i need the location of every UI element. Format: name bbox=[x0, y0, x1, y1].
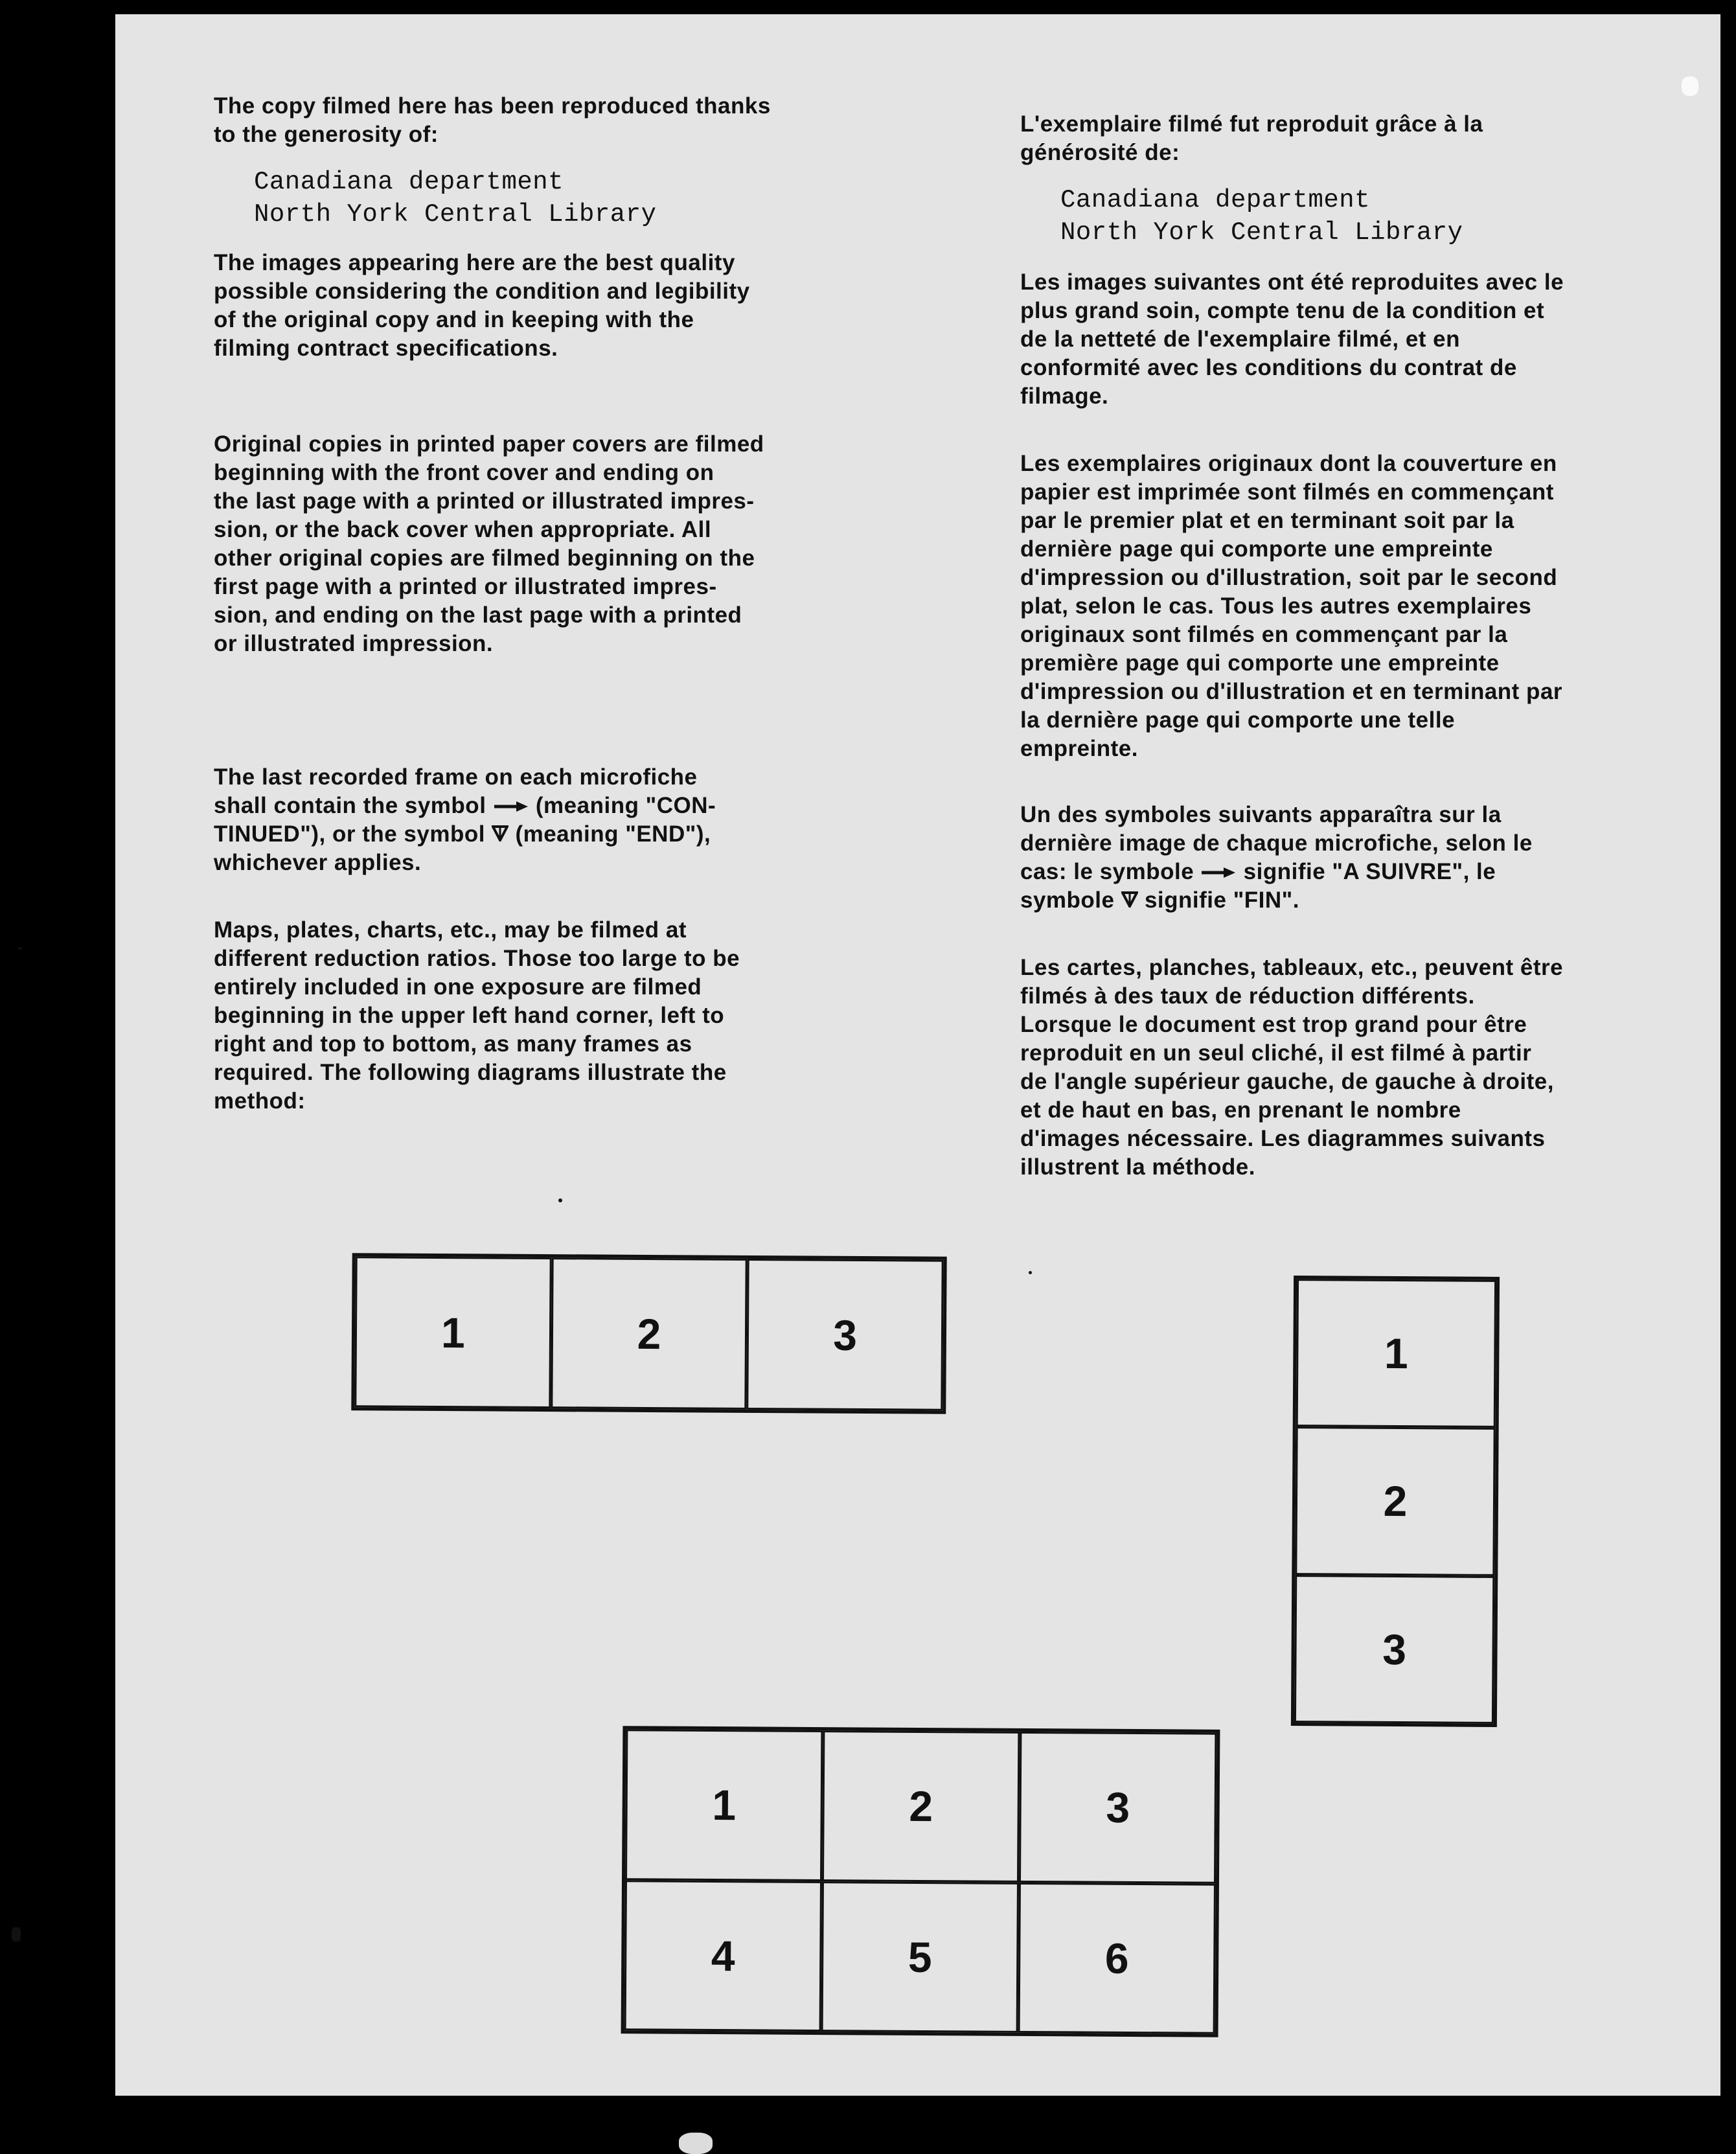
maps-paragraph: Maps, plates, charts, etc., may be filmed at different reduction ratios. Those too large to be entirely included in one exposure are filmed beginning in the upper left hand corner, left to right and top to bottom, as many frames as required. The following diagrams illustrate the method: bbox=[214, 917, 740, 1114]
symbol-text-b: signifie "A SUIVRE", le symbole bbox=[1020, 859, 1496, 913]
symbol-paragraph bbox=[214, 763, 881, 877]
end-triangle-icon bbox=[1121, 891, 1138, 908]
institution-department: Canadiana department bbox=[254, 168, 564, 196]
symbol-text-c: (meaning "END"), whichever applies. bbox=[214, 821, 711, 875]
frame-cell: 2 bbox=[822, 1730, 1020, 1882]
original-copies-paragraph: Les exemplaires originaux dont la couverture en papier est imprimée sont filmés en commençant par le premier plat et en terminant soit par la dernière page qui comporte une empreinte d'impression ou d'illustration, soit par le second plat, selon le cas. Tous les autres exemplaires originaux sont filmés en commençant par la première page qui comporte une empreinte d'impression ou d'illustration et en terminant par la dernière page qui comporte une telle empreinte. bbox=[1020, 451, 1563, 761]
symbol-text-b: (meaning "CON- TINUED"), or the symbol bbox=[214, 793, 716, 847]
frame-cell: 3 bbox=[1019, 1732, 1216, 1883]
quality-paragraph: The images appearing here are the best quality possible considering the condition and legibility of the original copy and in keeping with the filming contract specifications. bbox=[214, 250, 750, 361]
frame-cell: 2 bbox=[1295, 1426, 1495, 1575]
frame-cell: 2 bbox=[551, 1257, 748, 1410]
diagram-horizontal-three-frames bbox=[351, 1253, 946, 1414]
frame-cell: 3 bbox=[747, 1259, 944, 1411]
frame-cell: 1 bbox=[1296, 1279, 1496, 1428]
frame-cell: 1 bbox=[625, 1729, 823, 1881]
symbol-paragraph bbox=[1020, 801, 1668, 915]
intro-text: L'exemplaire filmé fut reproduit grâce à la générosité de: bbox=[1020, 111, 1483, 165]
continued-arrow-icon bbox=[1200, 866, 1237, 879]
institution-library: North York Central Library bbox=[254, 200, 657, 229]
symbol-text-a: The last recorded frame on each microfiche shall contain the symbol bbox=[214, 764, 698, 818]
frame-cell: 4 bbox=[624, 1880, 822, 2032]
frame-cell: 5 bbox=[821, 1881, 1019, 2033]
quality-paragraph: Les images suivantes ont été reproduites avec le plus grand soin, compte tenu de la condition et de la netteté de l'exemplaire filmé, et en conformité avec les conditions du contrat de filmage. bbox=[1020, 269, 1564, 409]
diagram-grid-six-frames bbox=[621, 1726, 1220, 2037]
end-triangle-icon bbox=[492, 825, 508, 842]
english-column bbox=[214, 92, 881, 1116]
continued-arrow-icon bbox=[493, 800, 529, 813]
scan-smudge bbox=[1682, 76, 1698, 96]
frame-cell: 3 bbox=[1294, 1575, 1494, 1724]
scan-smudge bbox=[679, 2133, 713, 2154]
institution-block bbox=[1020, 184, 1668, 249]
original-copies-paragraph: Original copies in printed paper covers are filmed beginning with the front cover and ending on the last page with a printed or illustrated impres- sion, or the back cover when appropriate. All other original copies are filmed beginning on the first page with a printed or illustrated impres- sion, and ending on the last page with a printed or illustrated impression. bbox=[214, 431, 764, 656]
scan-speck bbox=[12, 1927, 21, 1942]
symbol-text-a: Un des symboles suivants apparaîtra sur la dernière image de chaque microfiche, selon le cas: le symbole bbox=[1020, 802, 1533, 884]
institution-block bbox=[214, 166, 881, 231]
scan-speck bbox=[18, 947, 22, 950]
institution-department: Canadiana department bbox=[1060, 186, 1371, 214]
scan-speck bbox=[1029, 1271, 1032, 1274]
symbol-text-c: signifie "FIN". bbox=[1144, 888, 1300, 913]
frame-cell: 1 bbox=[354, 1256, 551, 1408]
frame-cell: 6 bbox=[1018, 1882, 1216, 2034]
scan-speck bbox=[558, 1198, 562, 1202]
diagram-vertical-three-frames bbox=[1291, 1276, 1500, 1727]
maps-paragraph: Les cartes, planches, tableaux, etc., peuvent être filmés à des taux de réduction différents. Lorsque le document est trop grand pour être reproduit en un seul cliché, il est filmé à partir de l'angle supérieur gauche, de gauche à droite, et de haut en bas, en prenant le nombre d'images nécessaire. Les diagrammes suivants illustrent la méthode. bbox=[1020, 955, 1564, 1180]
intro-text: The copy filmed here has been reproduced thanks to the generosity of: bbox=[214, 93, 771, 147]
institution-library: North York Central Library bbox=[1060, 218, 1463, 247]
french-column bbox=[1020, 110, 1668, 1182]
